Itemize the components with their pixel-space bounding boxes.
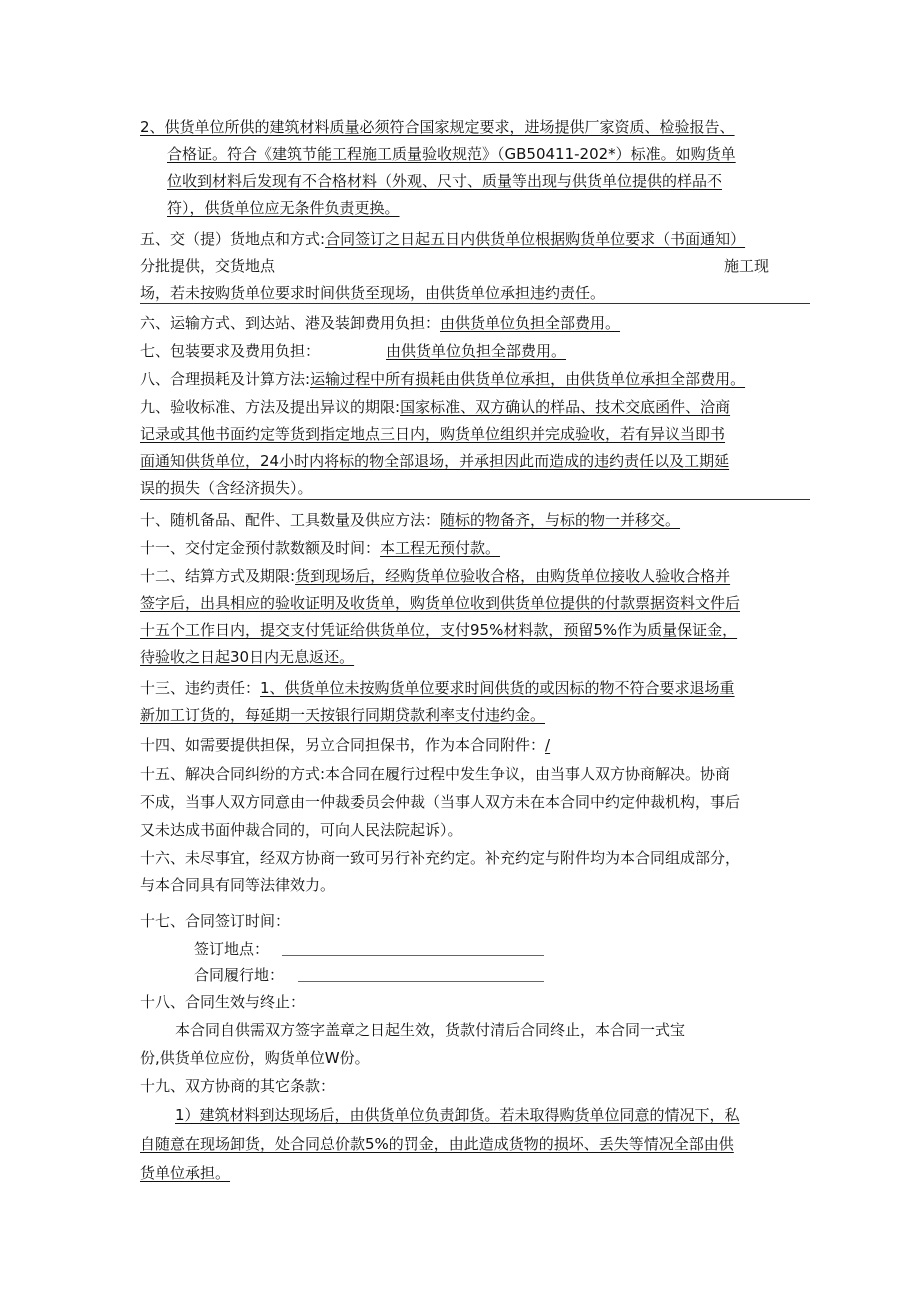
section6-label: 六、运输方式、到达站、港及装卸费用负担： xyxy=(140,314,441,332)
section10-label: 十、随机备品、配件、工具数量及供应方法： xyxy=(140,511,441,529)
item2-line1 xyxy=(140,116,735,138)
section15-line2 xyxy=(140,791,740,813)
section18-text2: 份,供货单位应份，购货单位W份。 xyxy=(140,1049,370,1067)
section9-line4 xyxy=(140,477,313,499)
section9-text2b: 货到指定地点三日内，购货单位组织并完成验收，若有异议当即书 xyxy=(290,425,726,443)
section12-text2: 签字后，出具相应的验收证明及收货单，购货单位收到供货单位提供的付款票据资料文件后 xyxy=(140,594,741,612)
section19-line3 xyxy=(140,1162,230,1184)
item2-line2 xyxy=(167,143,736,165)
section14-label: 十四、如需要提供担保，另立合同担保书，作为本合同附件： xyxy=(140,736,546,754)
section19-line1 xyxy=(175,1104,740,1126)
section16-text2: 与本合同具有同等法律效力。 xyxy=(140,876,336,894)
section12-text4: 待验收之日起30日内无息返还。 xyxy=(140,648,355,666)
section9-line1 xyxy=(140,396,730,418)
section9-text4: 误的损失（含经济损失）。 xyxy=(140,479,313,497)
section15-text1: 十五、解决合同纠纷的方式:本合同在履行过程中发生争议，由当事人双方协商解决。协商 xyxy=(140,765,731,783)
section12-line1 xyxy=(140,565,730,587)
section11-line xyxy=(140,537,500,559)
section8-text: 运输过程中所有损耗由供货单位承担，由供货单位承担全部费用。 xyxy=(310,370,746,388)
section9-line2 xyxy=(140,423,725,445)
section15-line3 xyxy=(140,819,463,841)
section14-line xyxy=(140,734,550,756)
section10-line xyxy=(140,509,680,531)
section9-rule xyxy=(140,499,810,500)
item2-text2: 合格证。符合《建筑节能工程施工质量验收规范》（GB50411-202*）标准。如购货单 xyxy=(167,145,736,163)
section5-text2b: 施工现 xyxy=(724,257,770,275)
section5-text2a: 分批提供，交货地点 xyxy=(140,257,276,275)
section13-line2 xyxy=(140,704,545,726)
section15-line1 xyxy=(140,763,730,785)
section15-text2: 不成，当事人双方同意由一仲裁委员会仲裁（当事人双方未在本合同中约定仲裁机构，事后 xyxy=(140,793,741,811)
section12-line2 xyxy=(140,592,740,614)
section6-line xyxy=(140,312,620,334)
section5-line2b xyxy=(724,255,769,277)
section8-label: 八、合理损耗及计算方法: xyxy=(140,370,311,388)
section19-line2 xyxy=(140,1133,734,1155)
section12-text3: 十五个工作日内，提交支付凭证给供货单位，支付95%材料款，预留5%作为质量保证金， xyxy=(140,621,738,639)
section13-label: 十三、违约责任： xyxy=(140,679,261,697)
section15-text3: 又未达成书面仲裁合同的，可向人民法院起诉）。 xyxy=(140,821,463,839)
section7-text: 由供货单位负担全部费用。 xyxy=(386,342,567,360)
item2-line4 xyxy=(167,197,400,219)
section17-label: 十七、合同签订时间： xyxy=(140,912,291,930)
section18-line2 xyxy=(140,1047,370,1069)
section5-rule xyxy=(140,303,810,304)
section13-text1: 1、供货单位未按购货单位要求时间供货的或因标的物不符合要求退场重 xyxy=(260,679,735,697)
section5-label: 五、交（提）货地点和方式: xyxy=(140,230,326,248)
perform-place-field[interactable] xyxy=(298,981,544,982)
section13-text2: 新加工订货的，每延期一天按银行同期贷款利率支付违约金。 xyxy=(140,706,546,724)
section5-line3 xyxy=(140,282,605,304)
section19-line xyxy=(140,1075,335,1097)
section19-text1: 1）建筑材料到达现场后，由供货单位负责卸货。若未取得购货单位同意的情况下，私 xyxy=(175,1106,740,1124)
section9-text3: 面通知供货单位，24小时内将标的物全部退场，并承担因此而造成的违约责任以及工期延 xyxy=(140,452,730,470)
sign-place-line xyxy=(194,938,269,960)
section11-label: 十一、交付定金预付款数额及时间： xyxy=(140,539,381,557)
section14-text: / xyxy=(545,736,551,754)
section9-text2: 记录或其他书面约定等 xyxy=(140,425,291,443)
section8-line xyxy=(140,368,745,390)
section13-line1 xyxy=(140,677,735,699)
section17-line xyxy=(140,910,290,932)
section18-label: 十八、合同生效与终止： xyxy=(140,993,306,1011)
section6-text: 由供货单位负担全部费用。 xyxy=(440,314,621,332)
section16-text1: 十六、未尽事宜，经双方协商一致可另行补充约定。补充约定与附件均为本合同组成部分， xyxy=(140,849,741,867)
section19-text2: 自随意在现场卸货，处合同总价款5%的罚金，由此造成货物的损坏、丢失等情况全部由供 xyxy=(140,1135,734,1153)
section18-line xyxy=(140,991,305,1013)
item2-line3 xyxy=(167,170,722,192)
item2-text1: 2、供货单位所供的建筑材料质量必须符合国家规定要求，进场提供厂家资质、检验报告、 xyxy=(140,118,735,136)
section5-text1: 合同签订之日起五日内供货单位根据购货单位要求（书面通知） xyxy=(325,230,746,248)
item2-text3: 位收到材料后发现有不合格材料（外观、尺寸、质量等出现与供货单位提供的样品不 xyxy=(167,172,723,190)
section5-line1 xyxy=(140,228,745,250)
section9-line3 xyxy=(140,450,729,472)
sign-place-label: 签订地点： xyxy=(194,940,270,958)
section12-text1: 货到现场后，经购货单位验收合格，由购货单位接收人验收合格并 xyxy=(295,567,731,585)
section10-text: 随标的物备齐，与标的物一并移交。 xyxy=(440,511,681,529)
section9-text1: 国家标准、双方确认的样品、技术交底函件、洽商 xyxy=(400,398,731,416)
section5-line2 xyxy=(140,255,275,277)
item2-text4: 符），供货单位应无条件负责更换。 xyxy=(167,199,400,217)
section11-text: 本工程无预付款。 xyxy=(380,539,501,557)
section5-text3: 场，若未按购货单位要求时间供货至现场，由供货单位承担违约责任。 xyxy=(140,284,606,302)
section12-line4 xyxy=(140,646,354,668)
section9-label: 九、验收标准、方法及提出异议的期限: xyxy=(140,398,401,416)
perform-place-line xyxy=(194,964,284,986)
section18-text1: 本合同自供需双方签字盖章之日起生效，货款付清后合同终止，本合同一式宝 xyxy=(175,1021,686,1039)
section16-line1 xyxy=(140,847,740,869)
section7-label: 七、包装要求及费用负担： xyxy=(140,342,321,360)
section19-label: 十九、双方协商的其它条款： xyxy=(140,1077,336,1095)
section12-line3 xyxy=(140,619,737,641)
section7-value xyxy=(386,340,566,362)
sign-place-field[interactable] xyxy=(282,955,544,956)
section7-line xyxy=(140,340,320,362)
section12-label: 十二、结算方式及期限: xyxy=(140,567,296,585)
section18-line1 xyxy=(175,1019,685,1041)
perform-place-label: 合同履行地： xyxy=(194,966,285,984)
section16-line2 xyxy=(140,874,335,896)
section19-text3: 货单位承担。 xyxy=(140,1164,231,1182)
